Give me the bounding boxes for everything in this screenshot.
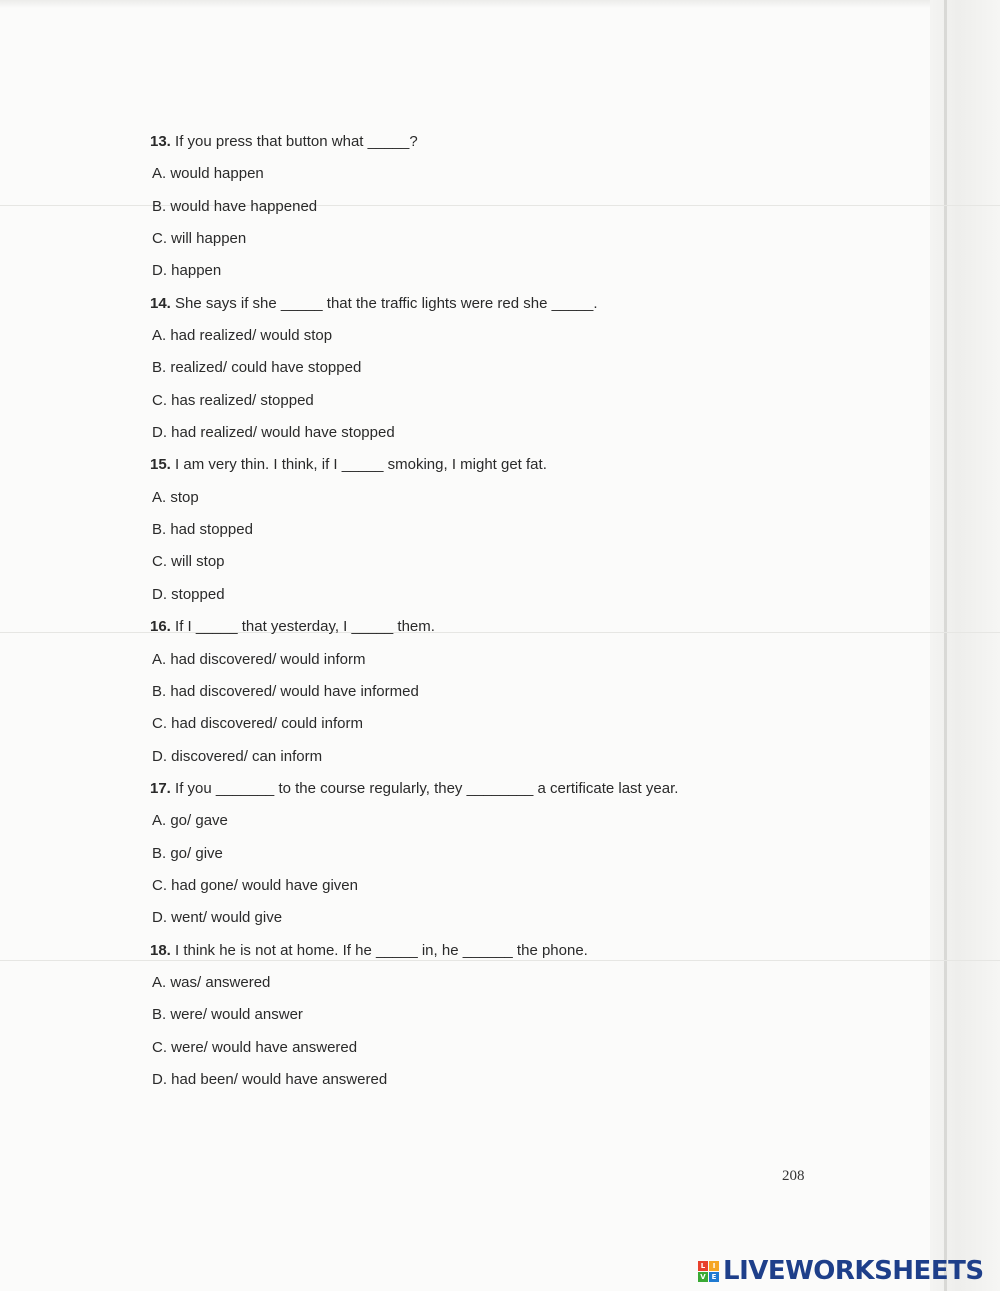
question-number: 15. — [150, 456, 171, 474]
answer-option-c: C. had discovered/ could inform — [152, 715, 363, 733]
answer-option-a: A. was/ answered — [152, 973, 271, 991]
question-number: 16. — [150, 618, 171, 636]
answer-option-c: C. were/ would have answered — [152, 1038, 358, 1056]
answer-option-c: C. had gone/ would have given — [152, 876, 358, 894]
answer-option-c: C. will happen — [152, 230, 247, 248]
question-stem — [150, 937, 850, 969]
answer-option-a: A. had discovered/ would inform — [152, 650, 366, 668]
logo-letter-l: L — [698, 1261, 708, 1271]
question-18 — [150, 937, 850, 1099]
question-stem — [150, 451, 850, 483]
scanned-page-shadow — [930, 0, 1000, 1291]
answer-option-b: B. were/ would answer — [152, 1006, 303, 1024]
question-stem — [150, 613, 850, 645]
question-text: If I _____ that yesterday, I _____ them. — [170, 618, 435, 636]
answer-option-b: B. go/ give — [152, 844, 223, 862]
liveworksheets-logo-icon — [698, 1261, 719, 1282]
question-text: I think he is not at home. If he _____ in, he ______ the phone. — [170, 941, 588, 959]
answer-option-b: B. would have happened — [152, 197, 318, 215]
question-list — [150, 128, 850, 1098]
answer-option-a: A. go/ gave — [152, 812, 228, 830]
question-stem — [150, 775, 850, 807]
question-14 — [150, 290, 850, 452]
answer-option-b: B. had discovered/ would have informed — [152, 682, 419, 700]
answer-option-c: C. will stop — [152, 553, 225, 571]
answer-option-a: A. had realized/ would stop — [152, 327, 333, 345]
answer-option-d: D. happen — [152, 262, 222, 280]
question-stem — [150, 128, 850, 160]
question-stem — [150, 290, 850, 322]
question-number: 17. — [150, 779, 171, 797]
logo-letter-i: I — [709, 1261, 719, 1271]
question-17 — [150, 775, 850, 937]
question-number: 18. — [150, 941, 171, 959]
answer-option-b: B. had stopped — [152, 521, 253, 539]
question-text: If you press that button what _____? — [170, 133, 418, 150]
logo-letter-v: V — [698, 1272, 708, 1282]
question-number: 14. — [150, 294, 171, 312]
answer-option-d: D. had realized/ would have stopped — [152, 424, 395, 442]
question-16 — [150, 613, 850, 775]
page-number: 208 — [782, 1168, 805, 1184]
answer-option-d: D. had been/ would have answered — [152, 1070, 388, 1088]
question-number: 13. — [150, 133, 171, 150]
answer-option-d: D. stopped — [152, 585, 225, 603]
scanned-page-edge — [944, 0, 947, 1291]
answer-option-c: C. has realized/ stopped — [152, 391, 314, 409]
answer-option-b: B. realized/ could have stopped — [152, 359, 362, 377]
brand-name: LIVEWORKSHEETS — [723, 1256, 984, 1286]
answer-option-d: D. went/ would give — [152, 909, 283, 927]
liveworksheets-brand[interactable] — [698, 1255, 984, 1287]
page-top-edge — [0, 0, 1000, 8]
answer-option-a: A. stop — [152, 488, 199, 506]
answer-option-a: A. would happen — [152, 165, 264, 183]
logo-letter-e: E — [709, 1272, 719, 1282]
question-text: If you _______ to the course regularly, they ________ a certificate last year. — [170, 779, 679, 797]
question-13 — [150, 128, 850, 290]
answer-option-d: D. discovered/ can inform — [152, 747, 323, 765]
question-text: I am very thin. I think, if I _____ smoking, I might get fat. — [170, 456, 547, 474]
question-text: She says if she _____ that the traffic lights were red she _____. — [170, 294, 598, 312]
question-15 — [150, 451, 850, 613]
